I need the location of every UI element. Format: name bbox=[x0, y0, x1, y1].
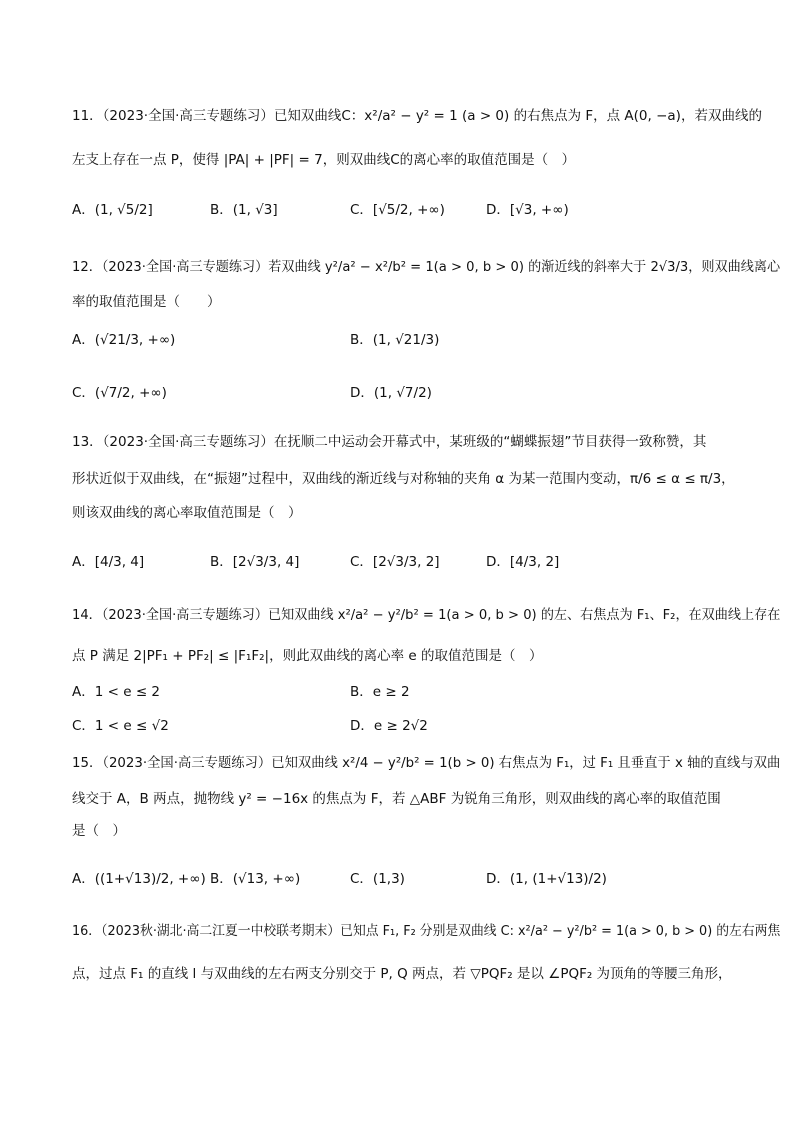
q13-line-2: 形状近似于双曲线，在“振翅”过程中，双曲线的渐近线与对称轴的夹角 α 为某一范围内变动，π/6 ≤ α ≤ π/3， bbox=[72, 471, 735, 487]
q15-line-2: 线交于 A，B 两点，抛物线 y² = −16x 的焦点为 F，若 △ABF 为锐角三角形，则双曲线的离心率的取值范围 bbox=[72, 791, 721, 807]
q11-option-d: D．[√3, +∞) bbox=[486, 202, 569, 218]
q11-option-b: B．(1, √3] bbox=[210, 202, 278, 218]
q14-line-1: 14．（2023·全国·高三专题练习）已知双曲线 x²/a² − y²/b² = 1(a > 0, b > 0) 的左、右焦点为 F₁、F₂，在双曲线上存在 bbox=[72, 607, 781, 623]
q12-option-c: C．(√7/2, +∞) bbox=[72, 385, 167, 401]
q11-line-2: 左支上存在一点 P，使得 |PA| + |PF| = 7，则双曲线C的离心率的取值范围是（ ） bbox=[72, 152, 576, 168]
q11-line-1: 11．（2023·全国·高三专题练习）已知双曲线C：x²/a² − y² = 1 (a > 0) 的右焦点为 F，点 A(0, −a)，若双曲线的 bbox=[72, 108, 762, 124]
q12-option-d: D．(1, √7/2) bbox=[350, 385, 432, 401]
q14-option-a: A．1 < e ≤ 2 bbox=[72, 684, 161, 700]
q14-line-2: 点 P 满足 2|PF₁ + PF₂| ≤ |F₁F₂|，则此双曲线的离心率 e 的取值范围是（ ） bbox=[72, 648, 543, 664]
q15-line-1: 15．（2023·全国·高三专题练习）已知双曲线 x²/4 − y²/b² = 1(b > 0) 右焦点为 F₁，过 F₁ 且垂直于 x 轴的直线与双曲 bbox=[72, 755, 781, 771]
q12-option-b: B．(1, √21/3) bbox=[350, 332, 440, 348]
q12-line-2: 率的取值范围是（ ） bbox=[72, 294, 221, 310]
q15-option-c: C．(1,3) bbox=[350, 871, 405, 887]
q16-line-2: 点，过点 F₁ 的直线 l 与双曲线的左右两支分别交于 P, Q 两点，若 ▽PQF₂ 是以 ∠PQF₂ 为顶角的等腰三角形， bbox=[72, 966, 732, 982]
q13-option-c: C．[2√3/3, 2] bbox=[350, 554, 440, 570]
q13-option-b: B．[2√3/3, 4] bbox=[210, 554, 300, 570]
q16-line-1: 16．（2023秋·湖北·高二江夏一中校联考期末）已知点 F₁, F₂ 分别是双曲线 C: x²/a² − y²/b² = 1(a > 0, b > 0) 的左右两焦 bbox=[72, 923, 781, 939]
q12-option-a: A．(√21/3, +∞) bbox=[72, 332, 176, 348]
q14-option-c: C．1 < e ≤ √2 bbox=[72, 718, 169, 734]
q15-line-3: 是（ ） bbox=[72, 823, 126, 839]
q14-option-d: D．e ≥ 2√2 bbox=[350, 718, 428, 734]
q11-option-a: A．(1, √5/2] bbox=[72, 202, 153, 218]
q15-option-b: B．(√13, +∞) bbox=[210, 871, 301, 887]
q15-option-d: D．(1, (1+√13)/2) bbox=[486, 871, 607, 887]
q13-option-d: D．[4/3, 2] bbox=[486, 554, 560, 570]
q15-option-a: A．((1+√13)/2, +∞) bbox=[72, 871, 206, 887]
q14-option-b: B．e ≥ 2 bbox=[350, 684, 410, 700]
q13-line-3: 则该双曲线的离心率取值范围是（ ） bbox=[72, 505, 302, 521]
q12-line-1: 12．（2023·全国·高三专题练习）若双曲线 y²/a² − x²/b² = 1(a > 0, b > 0) 的渐近线的斜率大于 2√3/3，则双曲线离心 bbox=[72, 259, 781, 275]
q13-line-1: 13．（2023·全国·高三专题练习）在抚顺二中运动会开幕式中，某班级的“蝴蝶振翅”节目获得一致称赞，其 bbox=[72, 434, 707, 450]
q11-option-c: C．[√5/2, +∞) bbox=[350, 202, 445, 218]
q13-option-a: A．[4/3, 4] bbox=[72, 554, 145, 570]
